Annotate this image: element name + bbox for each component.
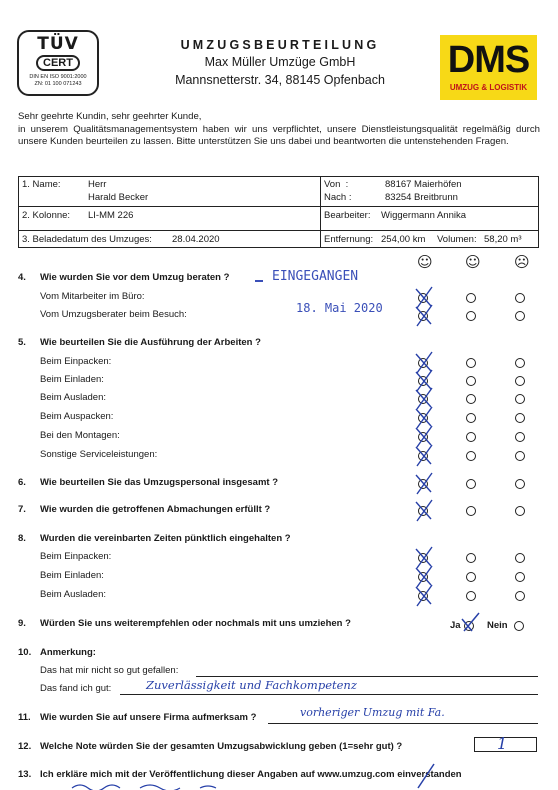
volumen-value: 58,20 m³	[484, 234, 522, 245]
q5-rating-option[interactable]	[466, 394, 476, 404]
stamp-mark	[255, 280, 263, 282]
q5-item: Sonstige Serviceleistungen:	[40, 449, 158, 460]
dms-logo	[440, 35, 537, 100]
signature-scribble	[70, 782, 230, 790]
received-stamp: EINGEGANGEN	[272, 269, 359, 284]
table-divider	[320, 177, 321, 247]
q9-ja-label: Ja	[450, 620, 461, 631]
name-title: Herr	[88, 179, 107, 190]
q4-cross-mark	[412, 304, 436, 328]
q9-ja-cross	[458, 611, 484, 637]
q6-cross-mark	[412, 472, 436, 496]
dms-logo-small: UMZUG & LOGISTIK	[449, 83, 528, 92]
form-title: UMZUGSBEURTEILUNG	[180, 38, 380, 52]
q6-number: 6.	[18, 477, 26, 488]
smile-neutral-icon: ☺	[465, 253, 481, 271]
tuv-logo-line1: DIN EN ISO 9001:2000	[29, 74, 87, 80]
q12-number: 12.	[18, 741, 32, 752]
q5-text: Wie beurteilen Sie die Ausführung der Arbeiten ?	[40, 337, 261, 348]
von-value: 88167 Maierhöfen	[385, 179, 462, 190]
volumen-label: Volumen:	[437, 234, 477, 245]
q13-check-mark	[410, 760, 450, 790]
q9-text: Würden Sie uns weiterempfehlen oder nochmals mit uns umziehen ?	[40, 618, 351, 629]
q5-rating-option[interactable]	[515, 394, 525, 404]
tuv-logo-top: TÜV	[37, 34, 79, 54]
q10-line2-underline	[120, 694, 538, 695]
q8-rating-option[interactable]	[466, 572, 476, 582]
q12-grade-answer: 1	[497, 734, 508, 753]
q4-rating-option[interactable]	[515, 311, 525, 321]
table-divider	[19, 230, 320, 231]
q9-nein-checkbox[interactable]	[514, 621, 524, 631]
q5-rating-option[interactable]	[515, 376, 525, 386]
q6-rating-option[interactable]	[466, 479, 476, 489]
q5-item: Bei den Montagen:	[40, 430, 120, 441]
q7-text: Wie wurden die getroffenen Abmachungen erfüllt ?	[40, 504, 271, 515]
q7-rating-option[interactable]	[515, 506, 525, 516]
q4-rating-option[interactable]	[515, 293, 525, 303]
q5-item: Beim Einladen:	[40, 374, 104, 385]
q4-rating-option[interactable]	[466, 293, 476, 303]
q10-line2-answer[interactable]: Zuverlässigkeit und Fachkompetenz	[146, 678, 357, 692]
q8-rating-option[interactable]	[515, 553, 525, 563]
q8-rating-option[interactable]	[515, 572, 525, 582]
name-label: 1. Name:	[22, 179, 61, 190]
table-divider	[320, 230, 538, 231]
q4-rating-option[interactable]	[466, 311, 476, 321]
q8-number: 8.	[18, 533, 26, 544]
q5-rating-option[interactable]	[515, 413, 525, 423]
q7-rating-option[interactable]	[466, 506, 476, 516]
q5-item: Beim Einpacken:	[40, 356, 112, 367]
q4-number: 4.	[18, 272, 26, 283]
q9-nein-label: Nein	[487, 620, 508, 631]
q7-number: 7.	[18, 504, 26, 515]
q12-text: Welche Note würden Sie der gesamten Umzugsabwicklung geben (1=sehr gut) ?	[40, 741, 403, 752]
q7-cross-mark	[412, 499, 436, 523]
date-label: 3. Beladedatum des Umzuges:	[22, 234, 152, 245]
q8-cross-mark	[412, 584, 436, 608]
q13-number: 13.	[18, 769, 32, 780]
q5-rating-option[interactable]	[515, 432, 525, 442]
q4-text: Wie wurden Sie vor dem Umzug beraten ?	[40, 272, 230, 283]
q10-line1-label: Das hat mir nicht so gut gefallen:	[40, 665, 179, 676]
tuv-logo-middle: CERT	[36, 55, 80, 71]
q8-rating-option[interactable]	[515, 591, 525, 601]
von-label: Von :	[324, 179, 349, 190]
intro-text	[18, 111, 540, 149]
q5-rating-option[interactable]	[466, 376, 476, 386]
tuv-logo-line2: ZN: 01 100 071243	[34, 80, 82, 87]
q5-rating-option[interactable]	[515, 358, 525, 368]
entfernung-label: Entfernung:	[324, 234, 374, 245]
q10-text: Anmerkung:	[40, 647, 96, 658]
kolonne-value: LI-MM 226	[88, 210, 134, 221]
q5-rating-option[interactable]	[515, 451, 525, 461]
q5-item: Beim Auspacken:	[40, 411, 114, 422]
bearbeiter-value: Wiggermann Annika	[381, 210, 467, 221]
q11-text: Wie wurden Sie auf unsere Firma aufmerksam ?	[40, 712, 257, 723]
q11-number: 11.	[18, 712, 31, 723]
kolonne-label: 2. Kolonne:	[22, 210, 71, 221]
tuv-cert-logo	[17, 30, 99, 96]
q4-item: Vom Umzugsberater beim Besuch:	[40, 309, 187, 320]
order-info-table	[18, 176, 539, 248]
q8-rating-option[interactable]	[466, 591, 476, 601]
q10-number: 10.	[18, 647, 32, 658]
q10-line2-label: Das fand ich gut:	[40, 683, 112, 694]
q9-number: 9.	[18, 618, 26, 629]
q5-number: 5.	[18, 337, 26, 348]
q5-cross-mark	[412, 444, 436, 468]
q8-rating-option[interactable]	[466, 553, 476, 563]
company-address: Mannsnetterstr. 34, 88145 Opfenbach	[175, 73, 385, 87]
q4-item: Vom Mitarbeiter im Büro:	[40, 291, 145, 302]
q10-line1-underline	[196, 676, 538, 677]
q13-text: Ich erkläre mich mit der Veröffentlichung dieser Angaben auf www.umzug.com einverstanden	[40, 769, 462, 780]
name-value: Harald Becker	[88, 192, 149, 203]
q11-answer[interactable]: vorheriger Umzug mit Fa.	[300, 706, 445, 719]
q11-underline	[268, 723, 538, 724]
q8-text: Wurden die vereinbarten Zeiten pünktlich eingehalten ?	[40, 533, 291, 544]
q8-item: Beim Einladen:	[40, 570, 104, 581]
nach-value: 83254 Breitbrunn	[385, 192, 458, 203]
q5-rating-option[interactable]	[466, 432, 476, 442]
q8-item: Beim Ausladen:	[40, 589, 107, 600]
table-divider	[19, 206, 320, 207]
q5-item: Beim Ausladen:	[40, 392, 107, 403]
smile-sad-icon: ☹	[514, 253, 530, 271]
table-divider	[320, 206, 538, 207]
q5-rating-option[interactable]	[466, 451, 476, 461]
date-value: 28.04.2020	[172, 234, 220, 245]
bearbeiter-label: Bearbeiter:	[324, 210, 371, 221]
q6-rating-option[interactable]	[515, 479, 525, 489]
nach-label: Nach :	[324, 192, 352, 203]
q5-rating-option[interactable]	[466, 413, 476, 423]
company-name: Max Müller Umzüge GmbH	[204, 55, 356, 69]
smile-happy-icon: ☺	[417, 253, 433, 271]
q8-item: Beim Einpacken:	[40, 551, 112, 562]
q5-rating-option[interactable]	[466, 358, 476, 368]
q6-text: Wie beurteilen Sie das Umzugspersonal insgesamt ?	[40, 477, 279, 488]
received-stamp-date: 18. Mai 2020	[296, 301, 383, 315]
dms-logo-big: DMS	[447, 39, 530, 81]
intro-paragraph: Sehr geehrte Kundin, sehr geehrter Kunde, in unserem Qualitätsmanagementsystem haben wir uns verpflichtet, unsere Dienstleistungsqualität regelmäßig durch unsere Kunden beurteilen zu lassen. Bitte unterstützen Sie uns dabei und beantworten die untenstehenden Fragen.	[18, 111, 540, 148]
entfernung-value: 254,00 km	[381, 234, 426, 245]
